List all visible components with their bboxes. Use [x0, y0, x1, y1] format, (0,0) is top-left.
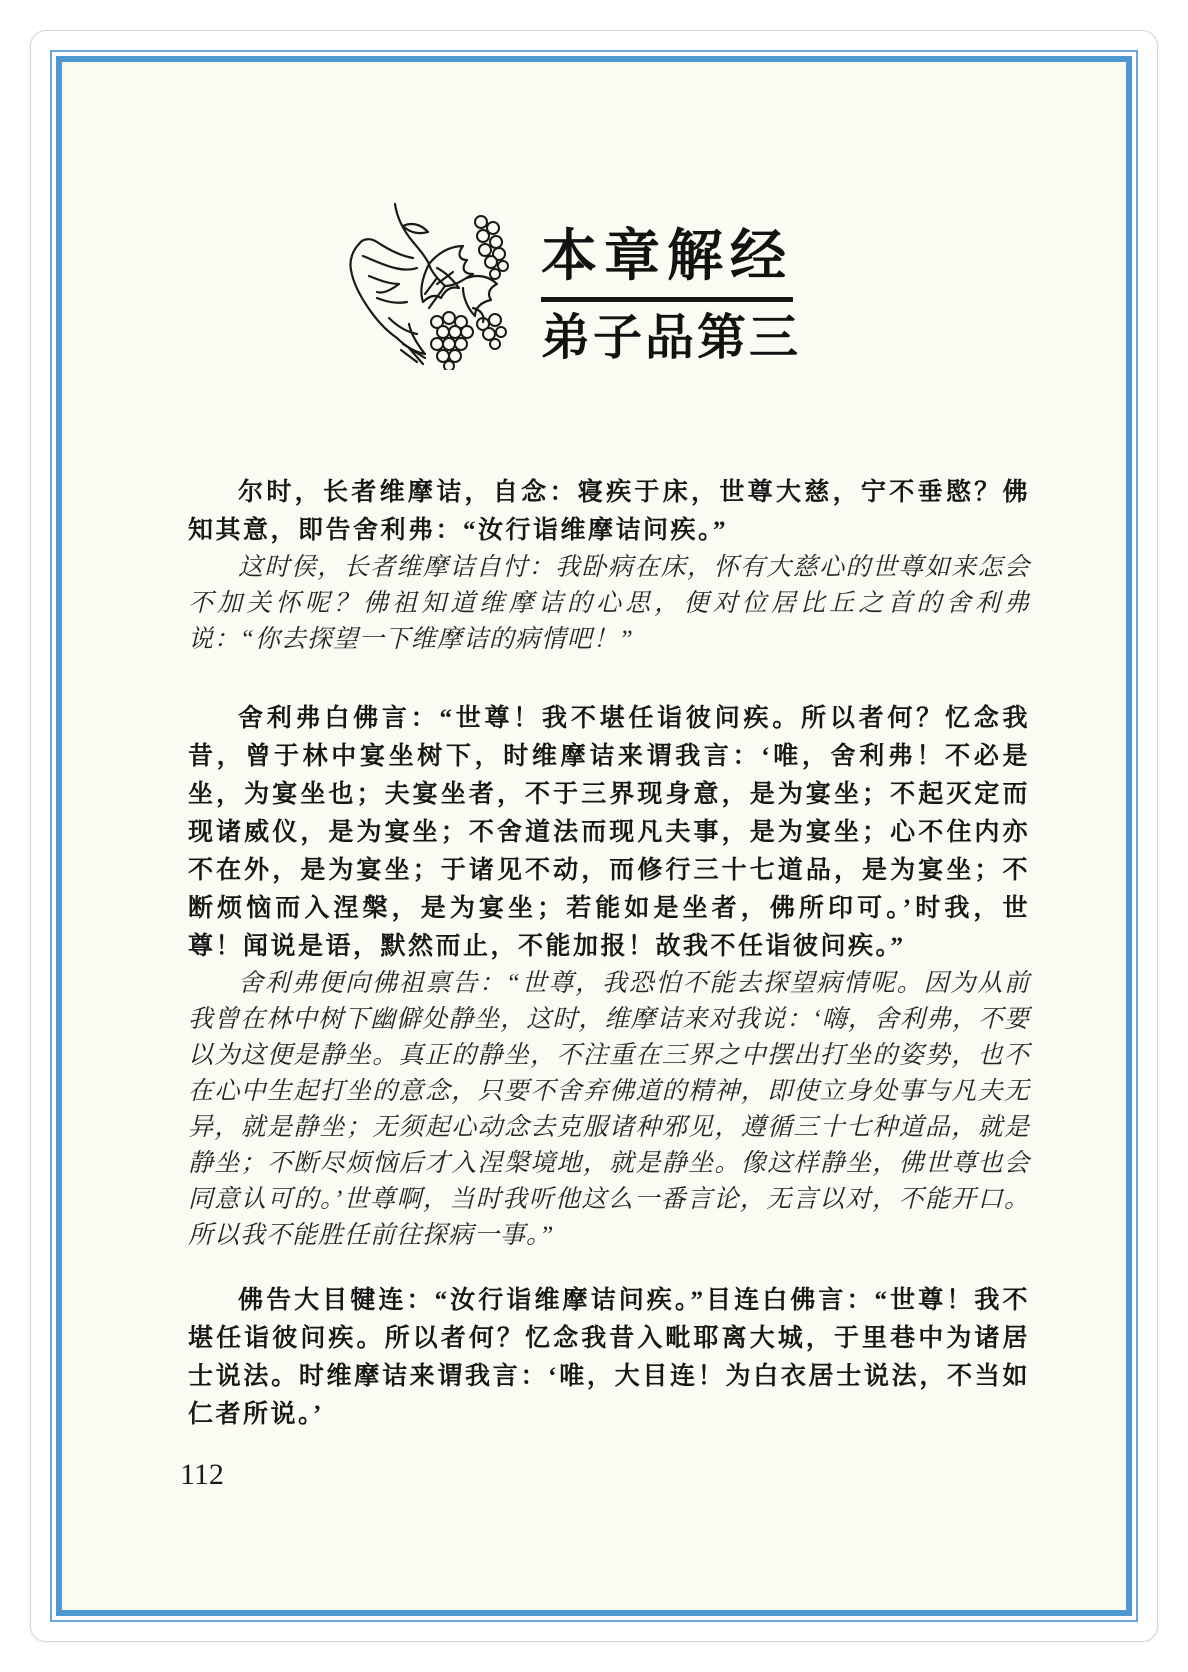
page-number: 112 — [180, 1458, 224, 1491]
decorative-frame-inner — [56, 56, 1132, 1616]
decorative-frame-outer — [50, 50, 1138, 1622]
commentary-paragraph-1: 这时侯，长者维摩诘自忖：我卧病在床，怀有大慈心的世尊如来怎会不加关怀呢？佛祖知道维摩诘的心思，便对位居比丘之首的舍利弗说：“你去探望一下维摩诘的病情吧！” — [188, 554, 1030, 653]
commentary-paragraph-2: 舍利弗便向佛祖禀告：“世尊，我恐怕不能去探望病情呢。因为从前我曾在林中树下幽僻处静坐，这时，维摩诘来对我说：‘嗨，舍利弗，不要以为这便是静坐。真正的静坐，不注重在三界之中摆出打坐的姿势，也不在心中生起打坐的意念，只要不舍弃佛道的精神，即使立身处事与凡夫无异，就是静坐；无须起心动念去克服诸种邪见，遵循三十七种道品，就是静坐；不断尽烦恼后才入涅槃境地，就是静坐。像这样静坐，佛世尊也会同意认可的。’世尊啊，当时我听他这么一番言论，无言以对，不能开口。所以我不能胜任前往探病一事。” — [188, 970, 1030, 1249]
sutra-paragraph-3: 佛告大目犍连：“汝行诣维摩诘问疾。”目连白佛言：“世尊！我不堪任诣彼问疾。所以者何？忆念我昔入毗耶离大城，于里巷中为诸居士说法。时维摩诘来谓我言：‘唯，大目连！为白衣居士说法，不当如仁者所说。’ — [188, 1287, 1030, 1428]
page-content — [62, 62, 1126, 1610]
title-column — [541, 198, 801, 365]
title-underline — [541, 297, 793, 302]
sutra-paragraph-1: 尔时，长者维摩诘，自念：寝疾于床，世尊大慈，宁不垂愍？佛知其意，即告舍利弗：“汝行诣维摩诘问疾。” — [188, 479, 1030, 544]
sutra-paragraph-2: 舍利弗白佛言：“世尊！我不堪任诣彼问疾。所以者何？忆念我昔，曾于林中宴坐树下，时维摩诘来谓我言：‘唯，舍利弗！不必是坐，为宴坐也；夫宴坐者，不于三界现身意，是为宴坐；不起灭定而现诸威仪，是为宴坐；不舍道法而现凡夫事，是为宴坐；心不住内亦不在外，是为宴坐；于诸见不动，而修行三十七道品，是为宴坐；不断烦恼而入涅槃，是为宴坐；若能如是坐者，佛所印可。’时我，世尊！闻说是语，默然而止，不能加报！故我不任诣彼问疾。” — [188, 705, 1030, 960]
page-title: 本章解经 — [541, 224, 793, 287]
hand-holding-grapes-illustration — [333, 198, 513, 370]
chapter-subtitle: 弟子品第三 — [541, 311, 802, 365]
chapter-header — [333, 198, 1030, 376]
body-text — [188, 474, 1030, 1434]
book-page-card — [30, 30, 1158, 1642]
